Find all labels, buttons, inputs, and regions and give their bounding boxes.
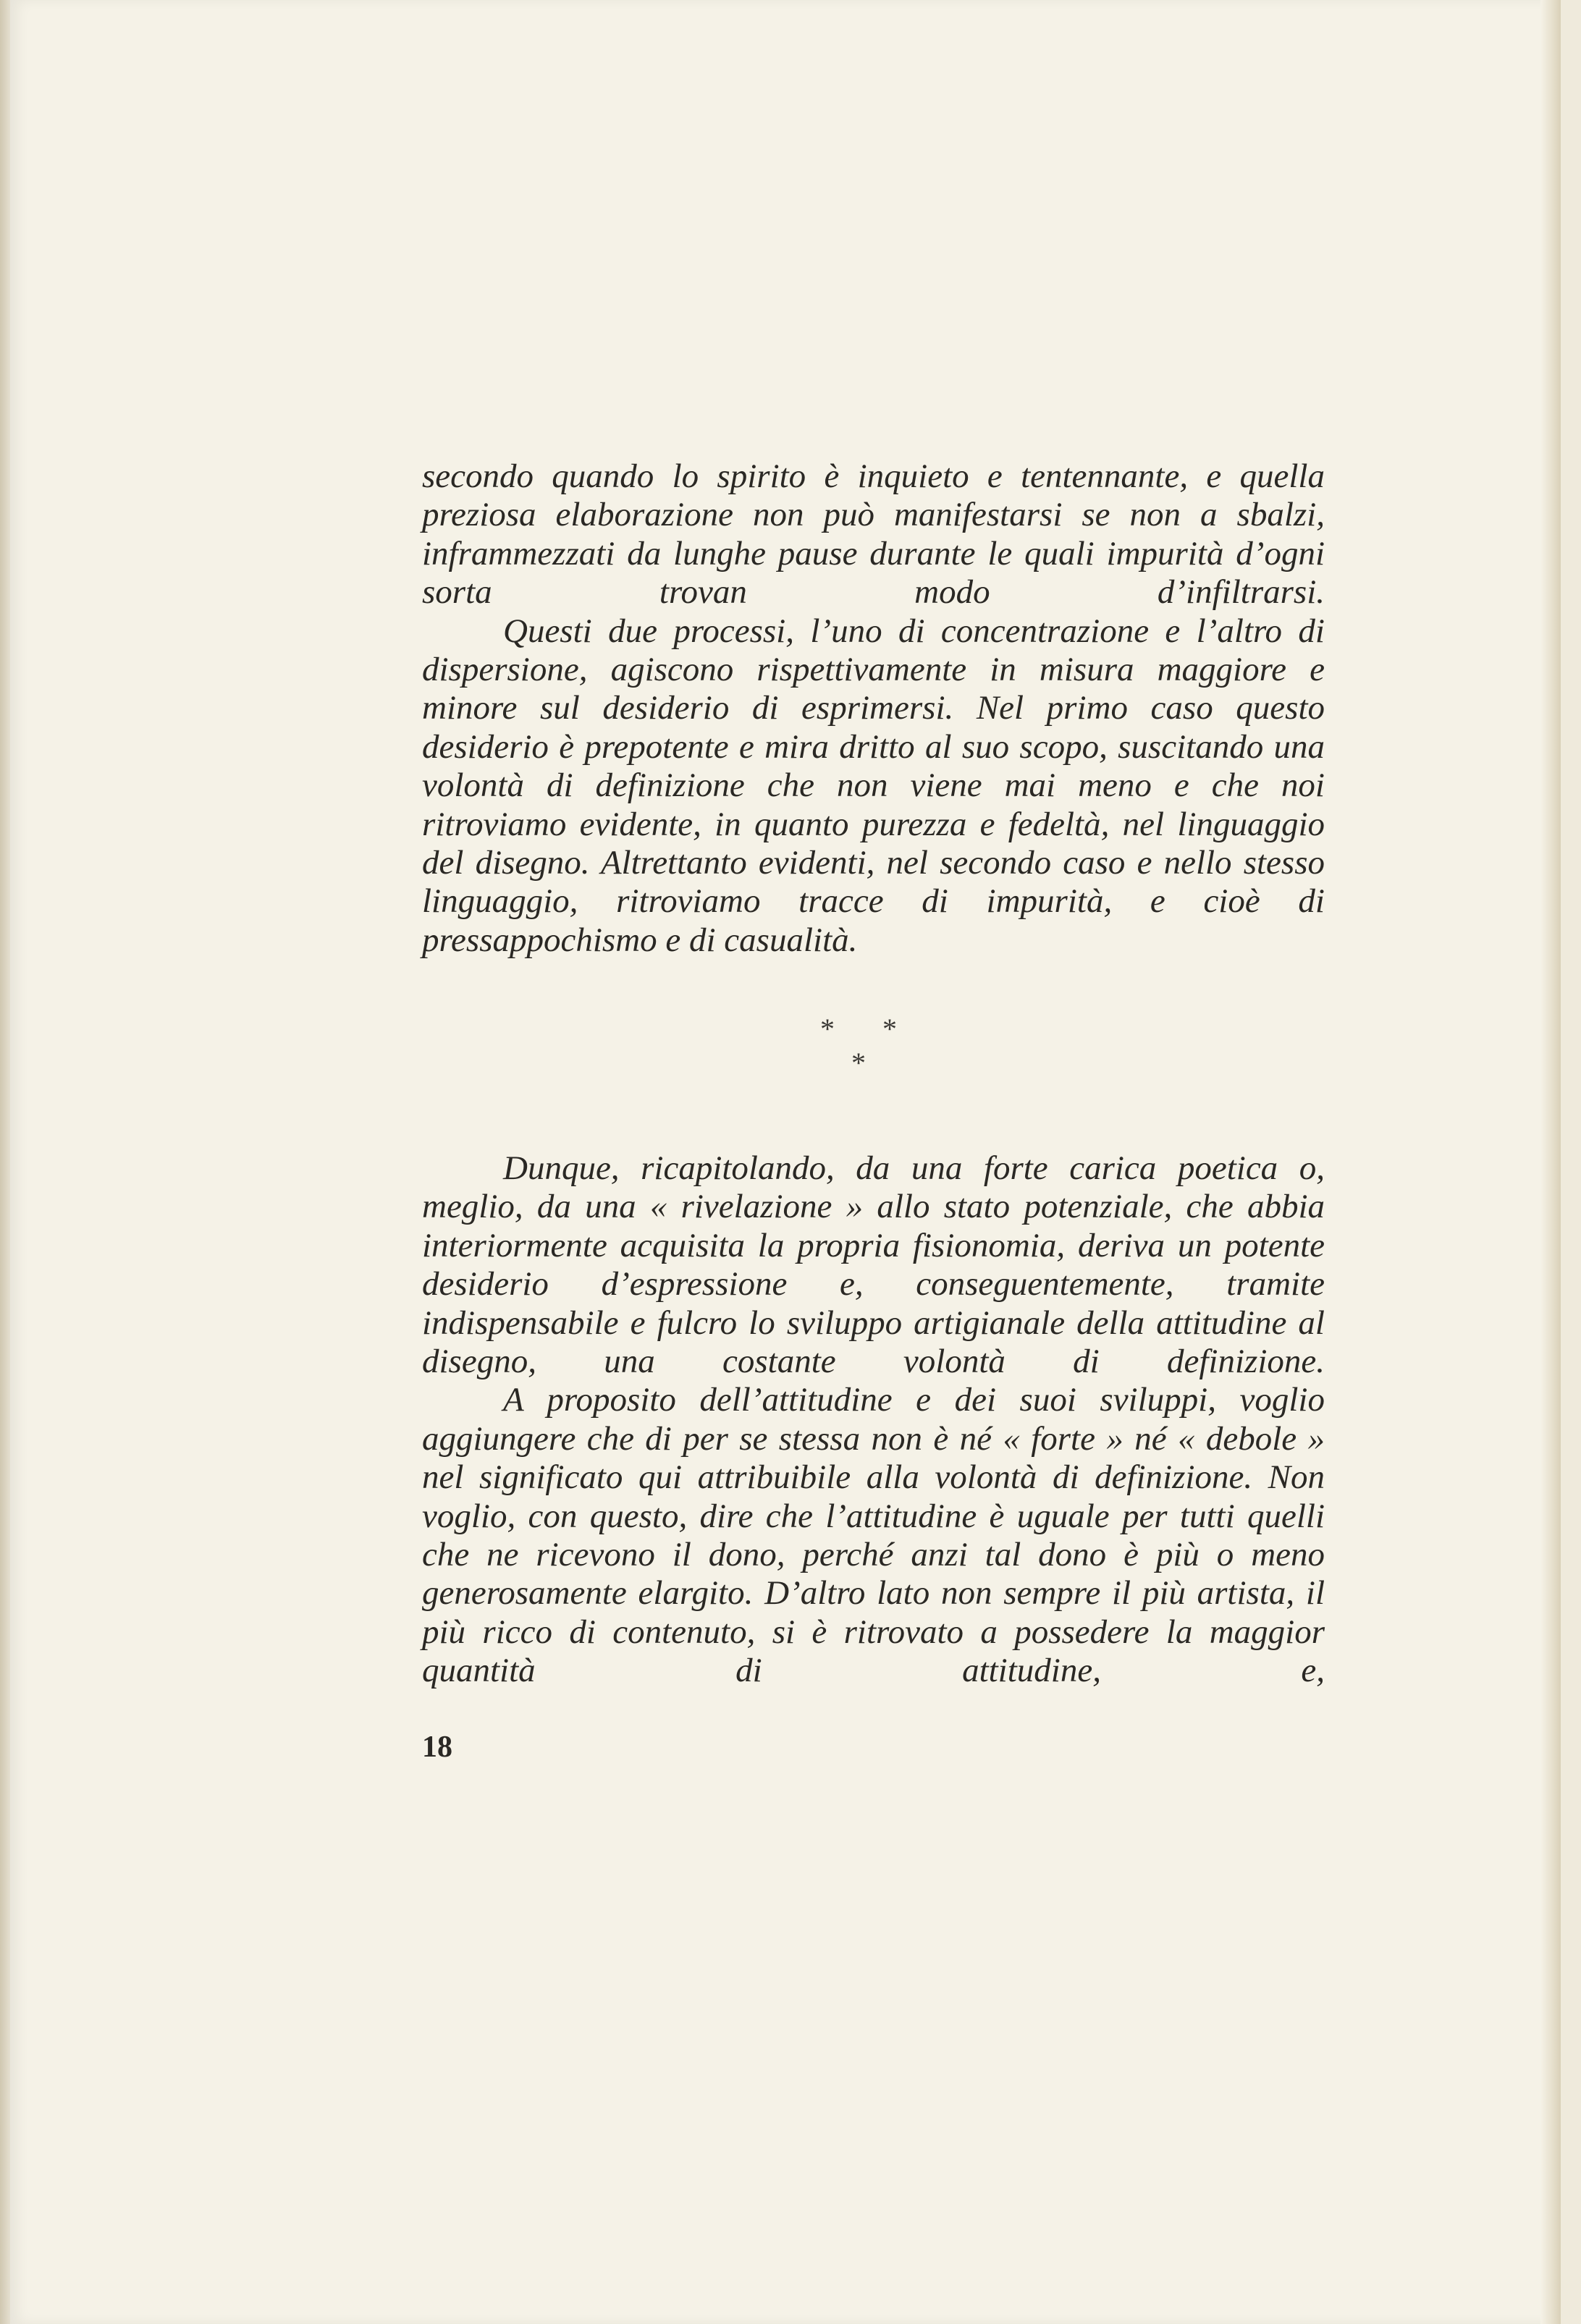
paragraph: A proposito dell’attitudine e dei suoi sviluppi, voglio aggiungere che di per se stessa non è né « forte » né « debole » nel significato qui attribuibile alla volontà di definizione. Non voglio, con questo, dire che l’attitudine è uguale per tutti quelli che ne ricevono il dono, perché anzi tal dono è più o meno generosamente elargito. D’altro lato non sempre il più artista, il più ricco di contenuto, si è ritrovato a possedere la maggior quantità di attitudine, e,	[422, 1381, 1325, 1690]
paragraph: Dunque, ricapitolando, da una forte carica poetica o, meglio, da una « rivelazione » allo stato potenziale, che abbia interiormente acquisita la propria fisionomia, deriva un potente desiderio d’espressione e, conseguentemente, tramite indispensabile e fulcro lo sviluppo artigianale della attitudine al disegno, una costante volontà di definizione.	[422, 1149, 1325, 1381]
text-section-one	[422, 457, 1325, 960]
text-section-two	[422, 1149, 1325, 1691]
page-number: 18	[422, 1731, 452, 1764]
page-edge	[1540, 0, 1561, 2324]
paragraph-continued: secondo quando lo spirito è inquieto e tentennante, e quella preziosa elaborazione non può manifestarsi se non a sbalzi, inframmezzati da lunghe pause durante le quali impurità d’ogni sorta trovan modo d’infiltrarsi.	[422, 457, 1325, 612]
binding-gutter	[0, 0, 10, 2324]
paragraph: Questi due processi, l’uno di concentrazione e l’altro di dispersione, agiscono rispettivamente in misura maggiore e minore sul desiderio di esprimersi. Nel primo caso questo desiderio è prepotente e mira dritto al suo scopo, suscitando una volontà di definizione che non viene mai meno e che noi ritroviamo evidente, in quanto purezza e fedeltà, nel linguaggio del disegno. Altrettanto evidenti, nel secondo caso e nello stesso linguaggio, ritroviamo tracce di impurità, e cioè di pressappochismo e di casualità.	[422, 612, 1325, 959]
section-separator: * * *	[820, 1013, 917, 1079]
